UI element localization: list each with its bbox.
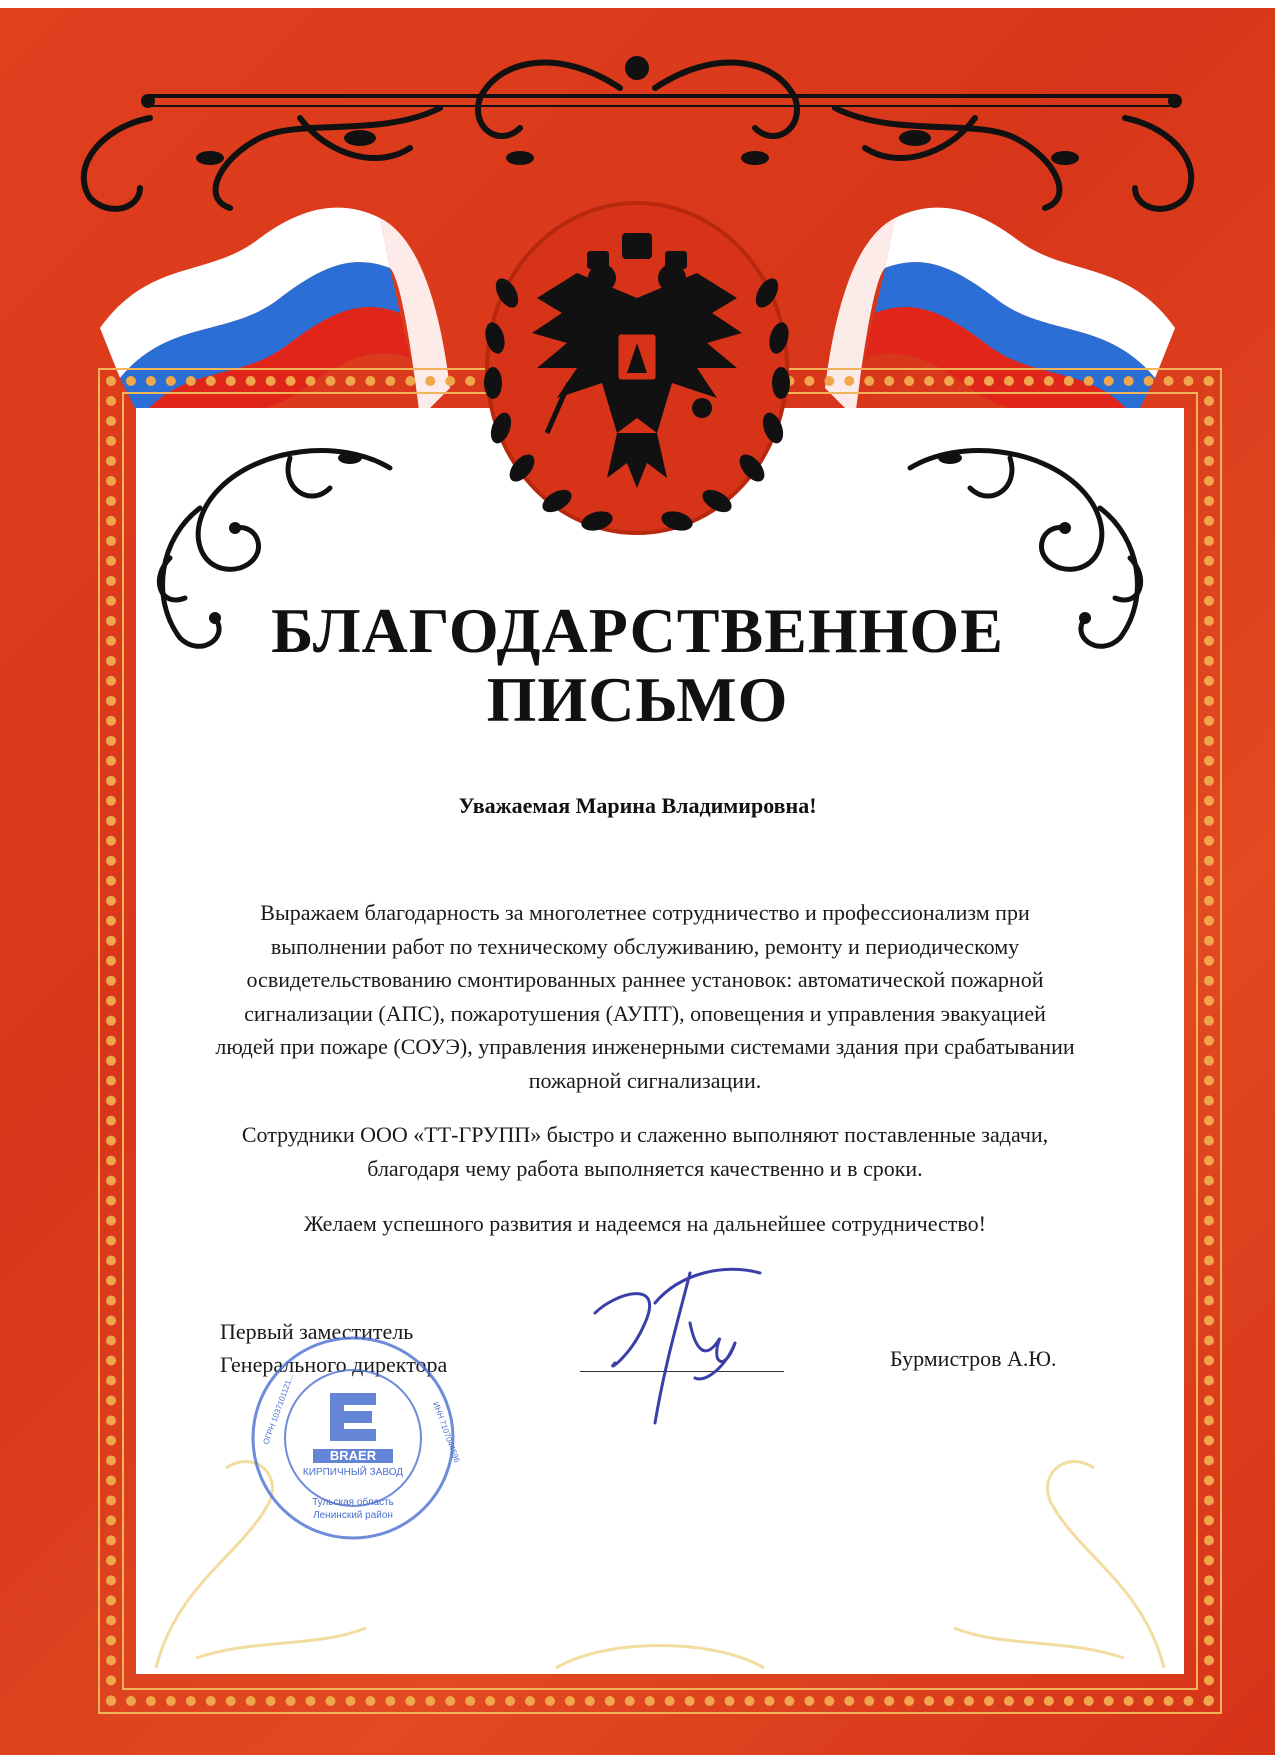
company-stamp-icon — [248, 1333, 462, 1543]
scan-top-edge — [0, 0, 1275, 8]
stamp-brand: BRAER — [329, 1448, 377, 1463]
signatory-name: Бурмистров А.Ю. — [890, 1346, 1057, 1371]
document-title-line-2: ПИСЬМО — [486, 664, 789, 735]
stamp-district: Ленинский район — [313, 1510, 393, 1521]
greeting: Уважаемая Марина Владимировна! — [458, 793, 817, 818]
document-title-line-1: БЛАГОДАРСТВЕННОЕ — [271, 595, 1004, 666]
body-paragraph-1: Выражаем благодарность за многолетнее сотрудничество и профессионализм при выполнении работ по техническому обслуживанию, ремонту и периодическому освидетельствованию смонтированных раннее установок: автоматической пожарной сигнализации (АПС), пожаротушения (АУПТ), оповещения и управления эвакуацией людей при пожаре (СОУЭ), управления инженерными системами здания при срабатывании пожарной сигнализации. — [215, 900, 1075, 1093]
handwritten-signature-icon — [585, 1253, 775, 1433]
certificate-sheet — [0, 8, 1275, 1755]
signatory-position-line-1: Первый заместитель — [220, 1319, 414, 1344]
stamp-ogrn: ОГРН 1037101121... — [261, 1372, 296, 1446]
stamp-region: Тульская область — [312, 1497, 394, 1508]
body-paragraph-2: Сотрудники ООО «ТТ-ГРУПП» быстро и слаженно выполняют поставленные задачи, благодаря чему работа выполняется качественно и в сроки. — [241, 1122, 1049, 1181]
body-paragraph-3: Желаем успешного развития и надеемся на дальнейшее сотрудничество! — [304, 1211, 986, 1236]
double-headed-eagle-coat-of-arms-icon — [477, 203, 797, 563]
stamp-subtitle: КИРПИЧНЫЙ ЗАВОД — [302, 1467, 404, 1478]
signatory-position-line-2: Генерального директора — [220, 1352, 448, 1377]
stamp-inn: ИНН 7107044596 — [431, 1400, 462, 1464]
